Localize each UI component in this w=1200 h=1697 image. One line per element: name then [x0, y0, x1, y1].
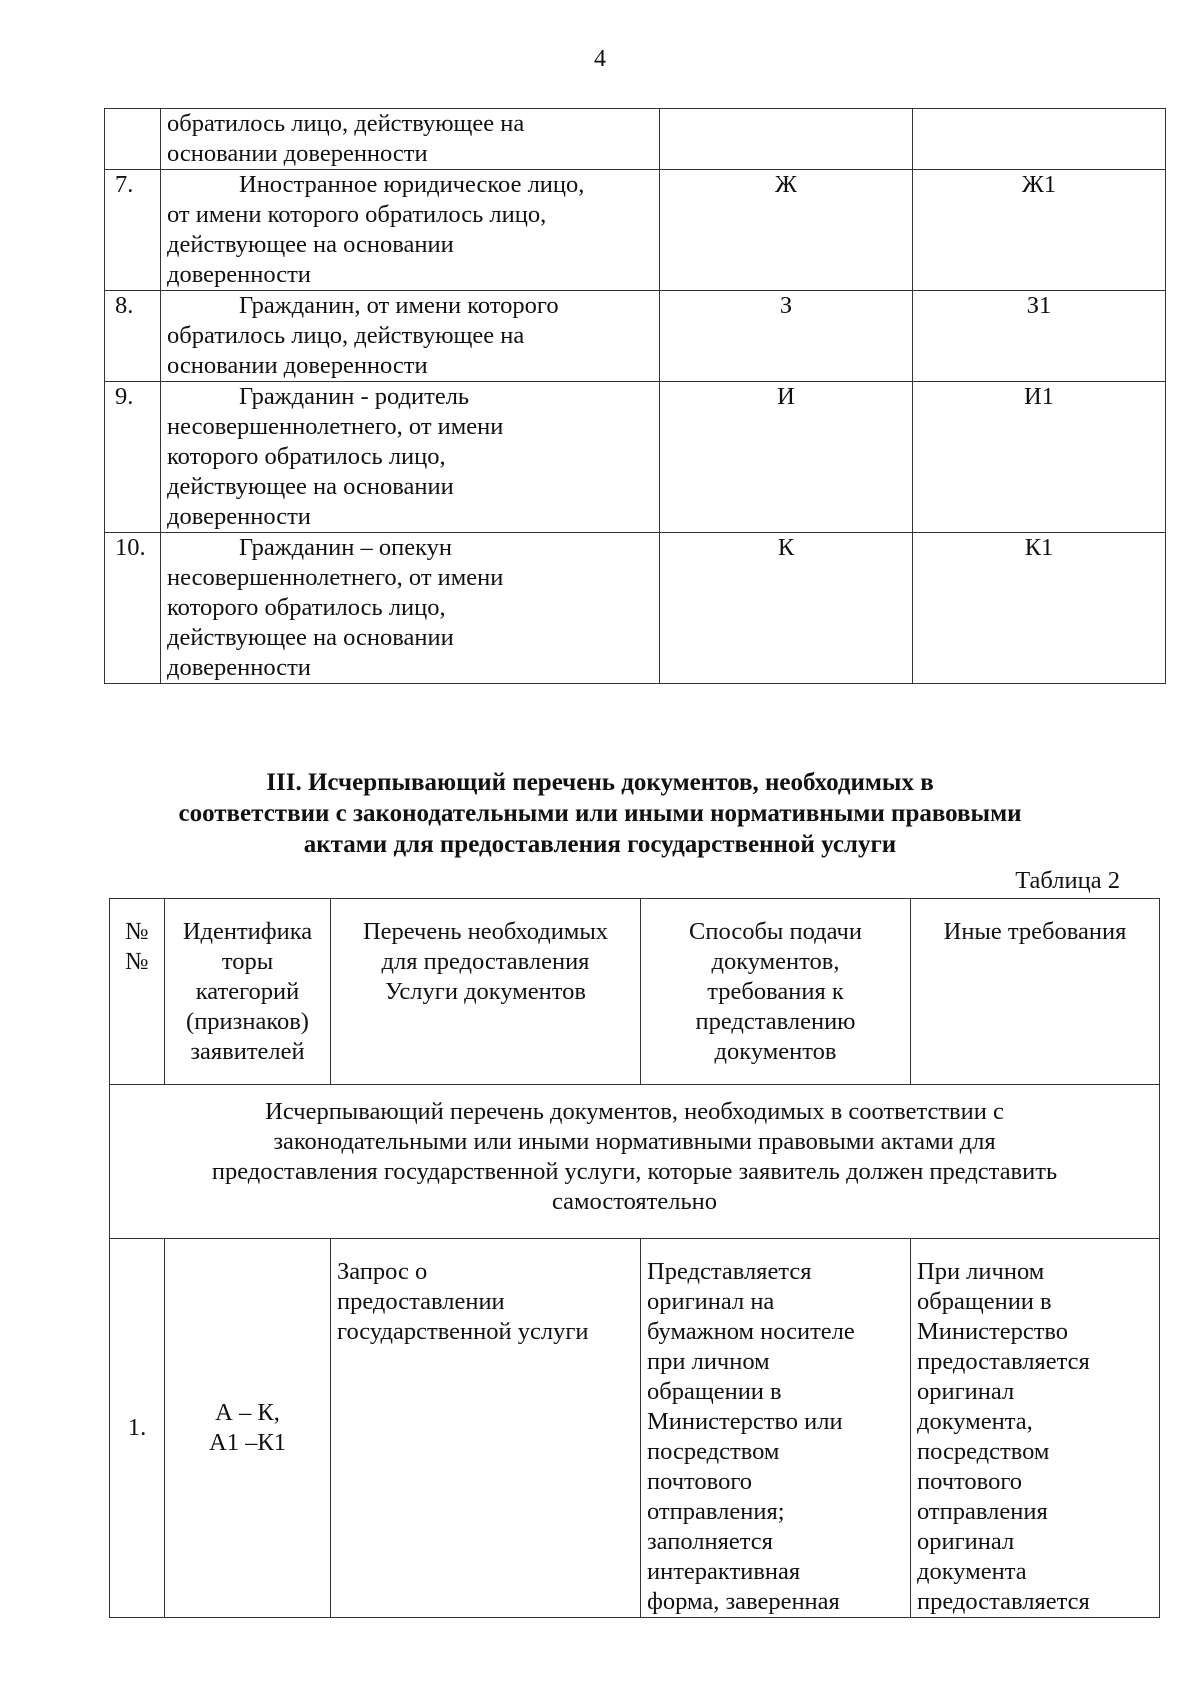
applicant-categories-table-continued — [104, 108, 1166, 684]
row-category-code — [660, 109, 913, 170]
page-number: 4 — [594, 46, 606, 72]
row-number: 1. — [110, 1239, 165, 1618]
row-submission-method: Представляется оригинал на бумажном носителе при личном обращении в Министерство или посредством почтового отправления; заполняется интерактивная форма, заверенная — [641, 1239, 911, 1618]
row-attribute-code: И1 — [913, 382, 1166, 533]
row-attribute-code: К1 — [913, 533, 1166, 684]
header-other-requirements: Иные требования — [911, 899, 1160, 1085]
row-number: 9. — [105, 382, 161, 533]
row-attribute-code — [913, 109, 1166, 170]
row-number — [105, 109, 161, 170]
row-description: Гражданин - родитель несовершеннолетнего, от имени которого обратилось лицо, действующее на основании доверенности — [161, 382, 660, 533]
table-row — [105, 533, 1166, 684]
row-document: Запрос о предоставлении государственной услуги — [331, 1239, 641, 1618]
row-number: 10. — [105, 533, 161, 684]
row-description: обратилось лицо, действующее на основании доверенности — [161, 109, 660, 170]
header-applicant-ids: Идентифика торы категорий (признаков) заявителей — [165, 899, 331, 1085]
table-row — [105, 382, 1166, 533]
row-category-code: И — [660, 382, 913, 533]
documents-table — [109, 898, 1160, 1618]
table-row — [105, 109, 1166, 170]
row-category-code: К — [660, 533, 913, 684]
table-row — [110, 1239, 1160, 1618]
span-row-text: Исчерпывающий перечень документов, необходимых в соответствии с законодательными или иными нормативными правовыми актами для предоставления государственной услуги, которые заявитель должен представить самостоятельно — [110, 1085, 1160, 1239]
table-header-row — [110, 899, 1160, 1085]
row-category-code: Ж — [660, 170, 913, 291]
table-span-row — [110, 1085, 1160, 1239]
row-description: Гражданин – опекун несовершеннолетнего, от имени которого обратилось лицо, действующее на основании доверенности — [161, 533, 660, 684]
row-attribute-code: З1 — [913, 291, 1166, 382]
header-number: № № — [110, 899, 165, 1085]
row-description: Иностранное юридическое лицо, от имени которого обратилось лицо, действующее на основании доверенности — [161, 170, 660, 291]
row-other-requirements: При личном обращении в Министерство предоставляется оригинал документа, посредством почтового отправления оригинал документа предоставляется — [911, 1239, 1160, 1618]
table-row — [105, 170, 1166, 291]
row-category-code: З — [660, 291, 913, 382]
table-caption: Таблица 2 — [1015, 867, 1120, 894]
section-heading: III. Исчерпывающий перечень документов, необходимых в соответствии с законодательными или иными нормативными правовыми актами для предоставления государственной услуги — [178, 769, 1022, 858]
table-row — [105, 291, 1166, 382]
row-applicant-ids: А – К, А1 –К1 — [165, 1239, 331, 1618]
header-submission-methods: Способы подачи документов, требования к представлению документов — [641, 899, 911, 1085]
row-number: 7. — [105, 170, 161, 291]
row-attribute-code: Ж1 — [913, 170, 1166, 291]
row-description: Гражданин, от имени которого обратилось лицо, действующее на основании доверенности — [161, 291, 660, 382]
header-documents-list: Перечень необходимых для предоставления Услуги документов — [331, 899, 641, 1085]
row-number: 8. — [105, 291, 161, 382]
